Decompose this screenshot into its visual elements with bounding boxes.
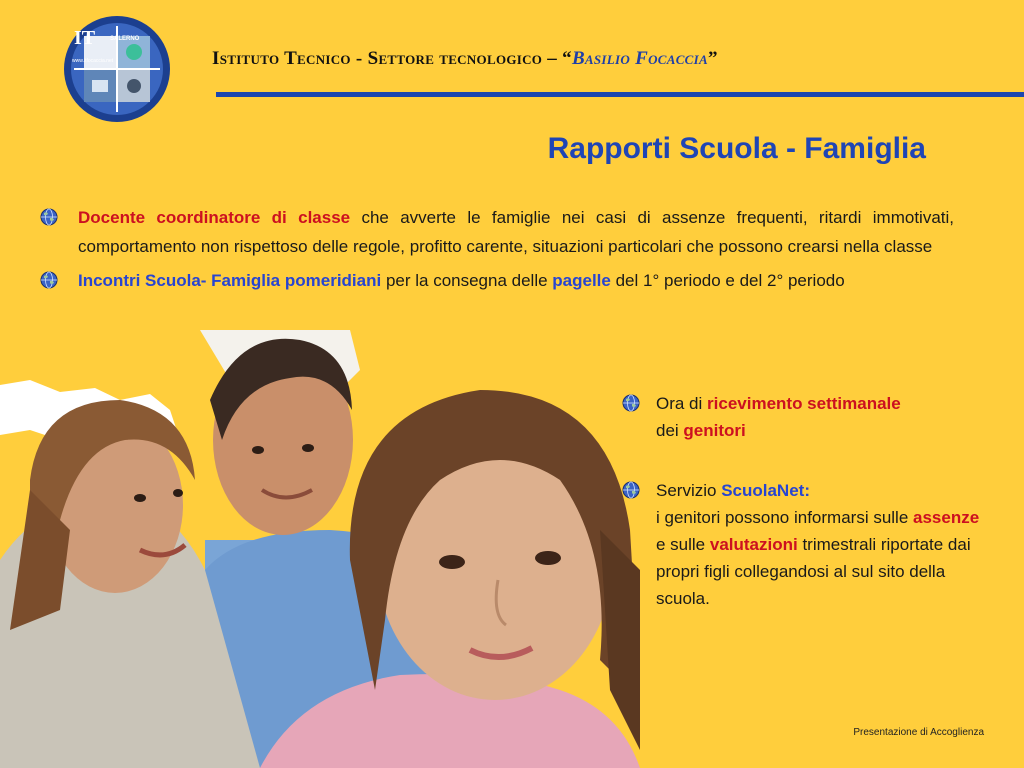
bullet-body: che avverte le famiglie nei casi di assenze frequenti, ritardi immotivati, comportamento non rispettoso delle regole, profitto carente, situazioni particolari che possono crearsi nella classe xyxy=(78,208,954,256)
header-rule xyxy=(216,92,1024,97)
bullet-body: Ora di xyxy=(656,394,708,413)
bullet-text xyxy=(656,477,987,612)
logo-line2: www.itfocaccia.net xyxy=(72,58,114,64)
bullet-body: Servizio xyxy=(656,481,722,500)
bullet-body-2: i genitori possono informarsi sulle xyxy=(656,508,914,527)
logo-letters: IT xyxy=(74,27,96,49)
bullet-list-top xyxy=(40,203,954,295)
bullet-body-4: trimestrali riportate dai propri figli collegandosi al sul sito della scuola. xyxy=(656,535,971,608)
bullet-list-right xyxy=(622,390,987,612)
bullet-body: per la consegna delle xyxy=(381,271,553,290)
bullet-highlight-2: assenze xyxy=(913,508,980,527)
header-school-name: Basilio Focaccia xyxy=(571,48,708,69)
logo-line1: SALERNO xyxy=(110,36,140,42)
school-logo xyxy=(62,14,172,124)
bullet-highlight: Incontri Scuola- Famiglia pomeridiani xyxy=(78,271,382,290)
bullet-text xyxy=(78,203,954,261)
bullet-highlight-2: genitori xyxy=(683,421,746,440)
bullet-highlight: ScuolaNet: xyxy=(721,481,810,500)
header-title-part2: ” xyxy=(707,48,718,69)
bullet-highlight-2: pagelle xyxy=(552,271,611,290)
bullet-item xyxy=(622,477,987,612)
slide-title: Rapporti Scuola - Famiglia xyxy=(547,132,926,165)
globe-icon xyxy=(40,271,58,289)
bullet-body-2: dei xyxy=(656,421,684,440)
bullet-text xyxy=(656,390,987,444)
bullet-body-2: del 1° periodo e del 2° periodo xyxy=(610,271,845,290)
bullet-highlight: ricevimento settimanale xyxy=(707,394,901,413)
bullet-highlight: Docente coordinatore di classe xyxy=(78,208,351,227)
footer-text: Presentazione di Accoglienza xyxy=(853,727,984,738)
family-photo xyxy=(0,330,640,768)
header-title xyxy=(212,48,718,70)
bullet-highlight-3: valutazioni xyxy=(709,535,798,554)
globe-icon xyxy=(622,481,640,499)
bullet-body-3: e sulle xyxy=(656,535,710,554)
bullet-item xyxy=(40,203,954,261)
header-title-part1: Istituto Tecnico - Settore tecnologico – “ xyxy=(212,48,572,69)
bullet-text xyxy=(78,266,954,295)
bullet-item xyxy=(622,390,987,444)
bullet-item xyxy=(40,266,954,295)
globe-icon xyxy=(40,208,58,226)
globe-icon xyxy=(622,394,640,412)
